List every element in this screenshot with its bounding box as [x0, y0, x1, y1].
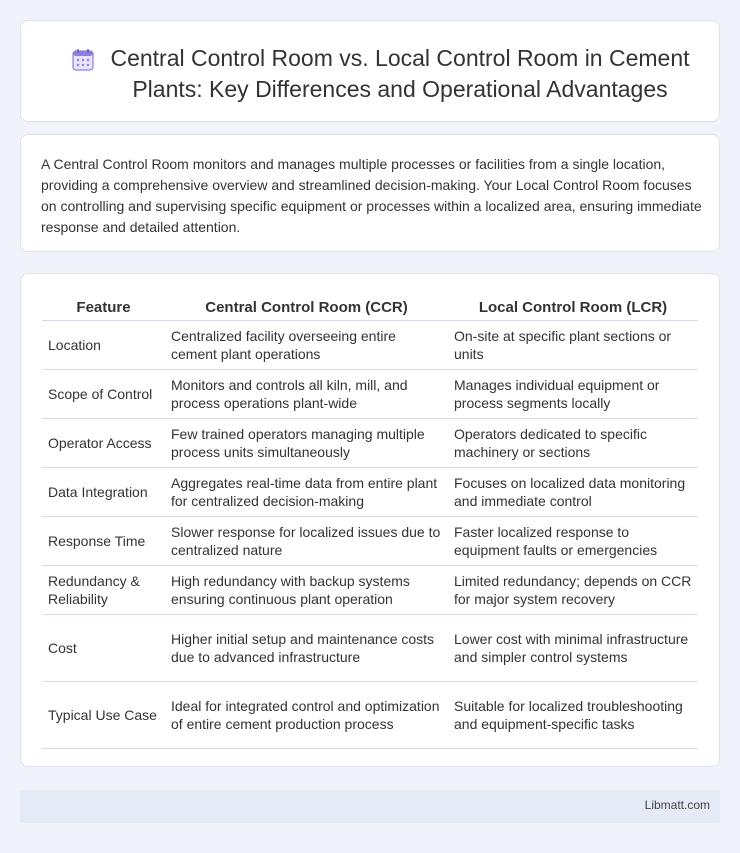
table-row [42, 369, 698, 418]
feature-cell: Operator Access [42, 418, 165, 467]
table-row [42, 467, 698, 516]
intro-card [20, 134, 720, 252]
comparison-table [42, 294, 698, 749]
lcr-cell: Focuses on localized data monitoring and immediate control [448, 467, 698, 516]
table-header-row [42, 294, 698, 320]
lcr-cell: Operators dedicated to specific machinery or sections [448, 418, 698, 467]
lcr-cell: Manages individual equipment or process segments locally [448, 369, 698, 418]
page-title: Central Control Room vs. Local Control Room in Cement Plants: Key Differences and Operational Advantages [110, 45, 690, 102]
ccr-cell: Few trained operators managing multiple process units simultaneously [165, 418, 448, 467]
comparison-card [20, 273, 720, 767]
feature-cell: Typical Use Case [42, 681, 165, 748]
table-row [42, 614, 698, 681]
table-row [42, 565, 698, 614]
table-row [42, 681, 698, 748]
intro-paragraph: A Central Control Room monitors and manages multiple processes or facilities from a single location, providing a comprehensive overview and streamlined decision-making. Your Local Control Room focuses on controlling and supervising specific equipment or processes within a localized area, ensuring immediate response and detailed attention. [41, 156, 702, 235]
feature-cell: Location [42, 320, 165, 369]
ccr-cell: Slower response for localized issues due to centralized nature [165, 516, 448, 565]
lcr-cell: Suitable for localized troubleshooting and equipment-specific tasks [448, 681, 698, 748]
table-row [42, 418, 698, 467]
feature-cell: Scope of Control [42, 369, 165, 418]
footer [20, 790, 720, 823]
ccr-cell: Ideal for integrated control and optimization of entire cement production process [165, 681, 448, 748]
column-header-ccr: Central Control Room (CCR) [165, 294, 448, 320]
ccr-cell: Monitors and controls all kiln, mill, and process operations plant-wide [165, 369, 448, 418]
feature-cell: Redundancy & Reliability [42, 565, 165, 614]
lcr-cell: Lower cost with minimal infrastructure and simpler control systems [448, 614, 698, 681]
column-header-feature: Feature [42, 294, 165, 320]
ccr-cell: Higher initial setup and maintenance costs due to advanced infrastructure [165, 614, 448, 681]
feature-cell: Cost [42, 614, 165, 681]
table-row [42, 516, 698, 565]
feature-cell: Data Integration [42, 467, 165, 516]
ccr-cell: High redundancy with backup systems ensuring continuous plant operation [165, 565, 448, 614]
feature-cell: Response Time [42, 516, 165, 565]
lcr-cell: Faster localized response to equipment faults or emergencies [448, 516, 698, 565]
lcr-cell: Limited redundancy; depends on CCR for major system recovery [448, 565, 698, 614]
calendar-icon [71, 48, 95, 72]
table-row [42, 320, 698, 369]
title-card [20, 20, 720, 122]
lcr-cell: On-site at specific plant sections or units [448, 320, 698, 369]
ccr-cell: Aggregates real-time data from entire plant for centralized decision-making [165, 467, 448, 516]
column-header-lcr: Local Control Room (LCR) [448, 294, 698, 320]
footer-site-link[interactable]: Libmatt.com [644, 798, 710, 812]
ccr-cell: Centralized facility overseeing entire cement plant operations [165, 320, 448, 369]
